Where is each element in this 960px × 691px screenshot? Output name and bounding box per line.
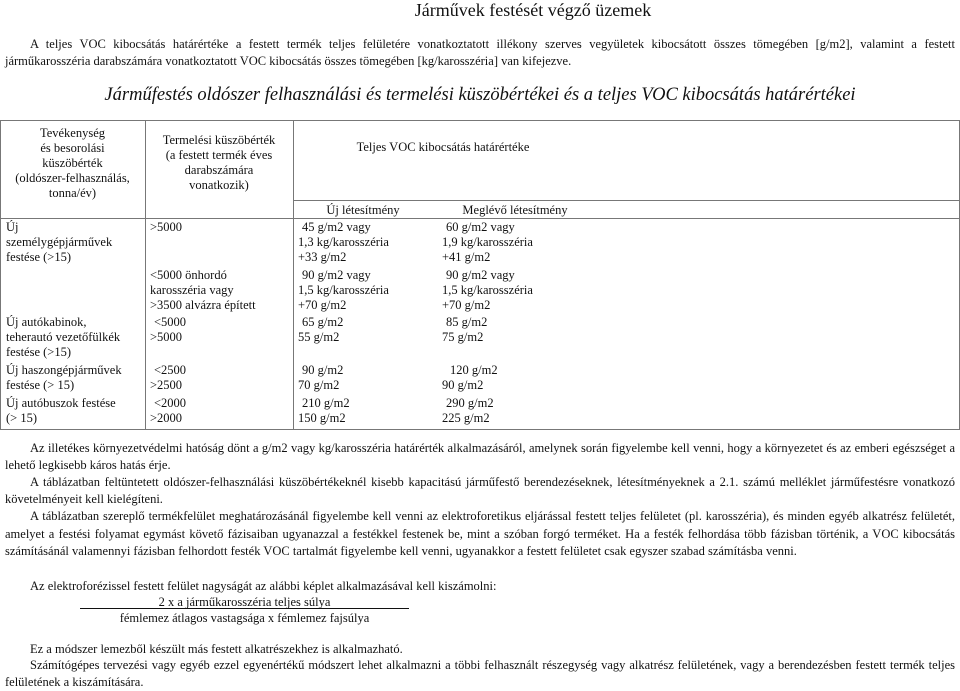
header-threshold-line: Termelési küszöbérték xyxy=(162,133,276,147)
header-threshold-line: darabszámára xyxy=(184,163,254,177)
row3-activity xyxy=(6,315,120,360)
formula-intro: Az elektroforézissel festett felület nagyságát az alábbi képlet alkalmazásával kell kiszámolni: xyxy=(30,579,497,593)
table-header-rule-4 xyxy=(293,218,959,219)
row4-threshold-line: <2500 xyxy=(154,363,187,377)
row1-threshold xyxy=(150,220,182,235)
header-voc-limit: Teljes VOC kibocsátás határértéke xyxy=(356,140,530,154)
row3-existing xyxy=(442,315,487,345)
header-threshold-line: (a festett termék éves xyxy=(165,148,273,162)
row4-activity-line: festése (> 15) xyxy=(6,378,75,392)
table-header-rule-2 xyxy=(145,218,293,219)
row2-new-line: +70 g/m2 xyxy=(298,298,347,312)
row4-activity-line: Új haszongépjárművek xyxy=(6,363,122,377)
row2-new-line: 90 g/m2 vagy xyxy=(302,268,371,282)
row3-new xyxy=(298,315,343,345)
header-activity-line: és besorolási xyxy=(40,141,105,155)
row3-threshold-line: <5000 xyxy=(154,315,187,329)
table-header-rule-3 xyxy=(293,200,959,201)
paragraph-computer-design: Számítógépes tervezési vagy egyéb ezzel egyenértékű módszert lehet alkalmazni a többi felhasznált részegység vagy alkatrész felületének, vagy a berendezésben festett termék teljes felületének a kiszámítására. xyxy=(5,658,955,689)
row1-activity-line: festése (>15) xyxy=(6,250,72,264)
row1-existing xyxy=(442,220,533,265)
header-activity-line: tonna/év) xyxy=(48,186,97,200)
row3-new-line: 65 g/m2 xyxy=(302,315,344,329)
row4-activity xyxy=(6,363,122,393)
row3-activity-line: festése (>15) xyxy=(6,345,72,359)
row3-existing-line: 85 g/m2 xyxy=(446,315,488,329)
row4-existing-line: 120 g/m2 xyxy=(450,363,498,377)
header-activity-line: (oldószer-felhasználás, xyxy=(15,171,130,185)
row5-activity-line: Új autóbuszok festése xyxy=(6,396,116,410)
row1-existing-line: +41 g/m2 xyxy=(442,250,491,264)
row1-new xyxy=(298,220,389,265)
row5-new-line: 150 g/m2 xyxy=(298,411,346,425)
row5-threshold xyxy=(150,396,186,426)
header-threshold xyxy=(145,133,293,193)
row4-threshold-line: >2500 xyxy=(150,378,183,392)
header-threshold-line: vonatkozik) xyxy=(189,178,249,192)
table-header-rule-1 xyxy=(0,218,145,219)
row4-new-line: 90 g/m2 xyxy=(302,363,344,377)
row1-activity xyxy=(6,220,112,265)
row3-activity-line: Új autókabinok, xyxy=(6,315,87,329)
row2-existing-line: 1,5 kg/karosszéria xyxy=(442,283,533,297)
row3-activity-line: teherautó vezetőfülkék xyxy=(6,330,121,344)
page-title: Járművek festését végző üzemek xyxy=(414,0,652,20)
formula-denominator: fémlemez átlagos vastagsága x fémlemez fajsúlya xyxy=(119,611,370,625)
intro-paragraph: A teljes VOC kibocsátás határértéke a festett termék teljes felületére vonatkoztatott illékony szerves vegyületek kibocsátott összes tömegében [g/m2], valamint a festett járműkarosszéria darabszámára vonatkoztatott VOC kibocsátás összes tömegében [kg/karosszéria] van kifejezve. xyxy=(5,37,955,68)
row1-new-line: 1,3 kg/karosszéria xyxy=(298,235,389,249)
paragraph-small-capacity: A táblázatban feltüntetett oldószer-felhasználási küszöbértékeknél kisebb kapacitású járműfestő berendezéseknek, létesítményeknek a 2.1. számú melléklet járműfestésre vonatkozó követelményeit kell kielégíteni. xyxy=(5,475,955,506)
row3-threshold-line: >5000 xyxy=(150,330,183,344)
row2-threshold xyxy=(150,268,256,313)
row1-new-line: +33 g/m2 xyxy=(298,250,347,264)
formula-numerator: 2 x a járműkarosszéria teljes súlya xyxy=(158,595,331,609)
row5-existing-line: 225 g/m2 xyxy=(442,411,490,425)
row3-new-line: 55 g/m2 xyxy=(298,330,340,344)
paragraph-method-note: Ez a módszer lemezből készült más festett alkatrészekhez is alkalmazható. xyxy=(30,642,403,656)
header-existing-facility: Meglévő létesítmény xyxy=(462,203,568,217)
row4-existing xyxy=(442,363,498,393)
row1-activity-line: Új xyxy=(6,220,19,234)
row4-existing-line: 90 g/m2 xyxy=(442,378,484,392)
header-activity xyxy=(0,126,145,201)
table-col-divider-2 xyxy=(293,120,294,429)
row2-threshold-line: >3500 alvázra épített xyxy=(150,298,256,312)
row2-new xyxy=(298,268,389,313)
row5-threshold-line: <2000 xyxy=(154,396,187,410)
row5-new xyxy=(298,396,350,426)
header-activity-line: Tevékenység xyxy=(39,126,106,140)
row5-existing xyxy=(442,396,494,426)
row2-existing xyxy=(442,268,533,313)
table-title: Járműfestés oldószer felhasználási és termelési küszöbértékei és a teljes VOC kibocsátás határértékei xyxy=(104,85,856,105)
row5-existing-line: 290 g/m2 xyxy=(446,396,494,410)
row3-threshold xyxy=(150,315,186,345)
row1-existing-line: 60 g/m2 vagy xyxy=(446,220,515,234)
row5-activity xyxy=(6,396,116,426)
row2-threshold-line: <5000 önhordó xyxy=(150,268,227,282)
row2-existing-line: 90 g/m2 vagy xyxy=(446,268,515,282)
table-bottom-rule xyxy=(0,429,960,430)
table-top-rule xyxy=(0,120,960,121)
row4-new-line: 70 g/m2 xyxy=(298,378,340,392)
row5-activity-line: (> 15) xyxy=(6,411,37,425)
row2-threshold-line: karosszéria vagy xyxy=(150,283,234,297)
formula-fraction-bar xyxy=(80,608,409,609)
row5-threshold-line: >2000 xyxy=(150,411,183,425)
row5-new-line: 210 g/m2 xyxy=(302,396,350,410)
paragraph-authority-decision: Az illetékes környezetvédelmi hatóság dönt a g/m2 vagy kg/karosszéria határérték alkalmazásáról, amelynek során figyelembe kell venni, hogy a környezetet és az emberi egészséget a lehető legkisebb káros hatás érje. xyxy=(5,441,955,472)
row2-new-line: 1,5 kg/karosszéria xyxy=(298,283,389,297)
row1-new-line: 45 g/m2 vagy xyxy=(302,220,371,234)
row1-threshold-line: >5000 xyxy=(150,220,183,234)
row3-existing-line: 75 g/m2 xyxy=(442,330,484,344)
paragraph-surface-definition: A táblázatban szereplő termékfelület meghatározásánál figyelembe kell venni az elektroforetikus eljárással festett teljes felületet (pl. karosszéria), és minden egyéb alkatrész felületét, amelyet a festési folyamat egymást követő fázisaiban ugyanazzal a festékkel festenek be, mint a szóban forgó terméket. Ha a festék felhordása több fázisban történik, a VOC kibocsátás számításánál valamennyi fázisban felhordott festék VOC tartalmát figyelembe kell venni, ugyanakkor a festett felületet csak egyszer szabad számításba venni. xyxy=(5,509,955,558)
row1-activity-line: személygépjárművek xyxy=(6,235,113,249)
row2-existing-line: +70 g/m2 xyxy=(442,298,491,312)
row4-threshold xyxy=(150,363,186,393)
row1-existing-line: 1,9 kg/karosszéria xyxy=(442,235,533,249)
row4-new xyxy=(298,363,343,393)
header-activity-line: küszöbérték xyxy=(42,156,103,170)
header-new-facility: Új létesítmény xyxy=(326,203,400,217)
